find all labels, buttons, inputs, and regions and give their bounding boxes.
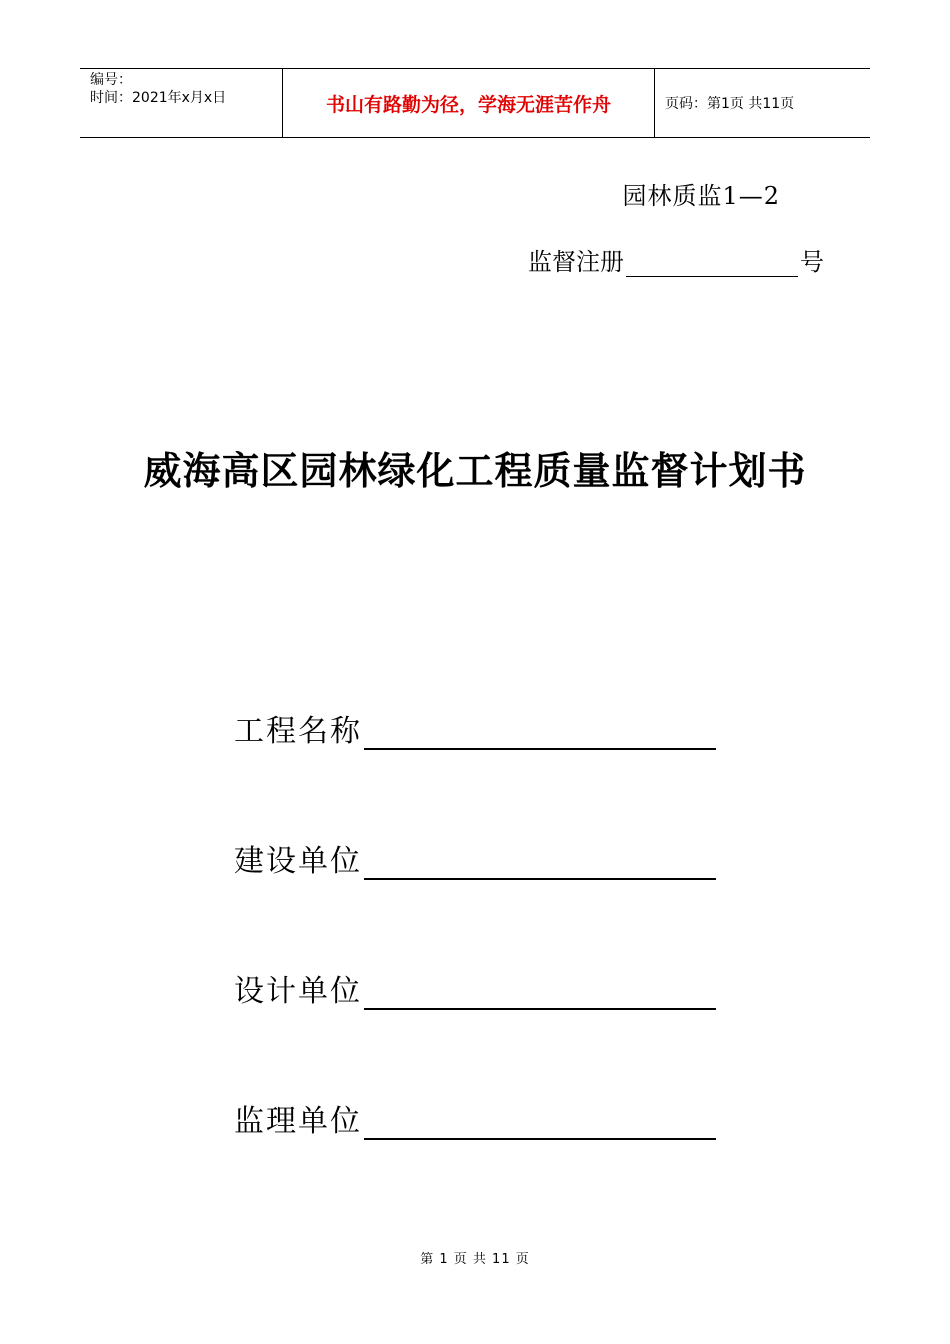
field-supervision-unit <box>234 1096 716 1140</box>
header-date-label: 时间：2021年x月x日 <box>90 90 227 106</box>
field-project-name <box>234 706 716 750</box>
field-label: 工程名称 <box>234 714 362 749</box>
header-page-info: 页码：第1页 共11页 <box>665 96 795 112</box>
registration-line <box>528 242 824 277</box>
field-design-unit <box>234 966 716 1010</box>
field-blank[interactable] <box>364 1104 716 1140</box>
header-motto: 书山有路勤为径，学海无涯苦作舟 <box>282 69 655 137</box>
registration-prefix: 监督注册 <box>528 248 624 276</box>
registration-number-blank[interactable] <box>626 248 798 277</box>
document-code: 园林质监1—2 <box>622 182 780 210</box>
registration-suffix: 号 <box>800 248 824 276</box>
page-footer: 第 1 页 共 11 页 <box>420 1252 530 1267</box>
field-label: 监理单位 <box>234 1104 362 1139</box>
field-blank[interactable] <box>364 844 716 880</box>
field-blank[interactable] <box>364 974 716 1010</box>
header-meta <box>80 69 282 137</box>
document-title: 威海高区园林绿化工程质量监督计划书 <box>143 448 807 493</box>
field-label: 建设单位 <box>234 844 362 879</box>
field-blank[interactable] <box>364 714 716 750</box>
header-number-label: 编号： <box>90 72 132 88</box>
field-label: 设计单位 <box>234 974 362 1009</box>
page-header <box>80 68 870 138</box>
field-construction-unit <box>234 836 716 880</box>
